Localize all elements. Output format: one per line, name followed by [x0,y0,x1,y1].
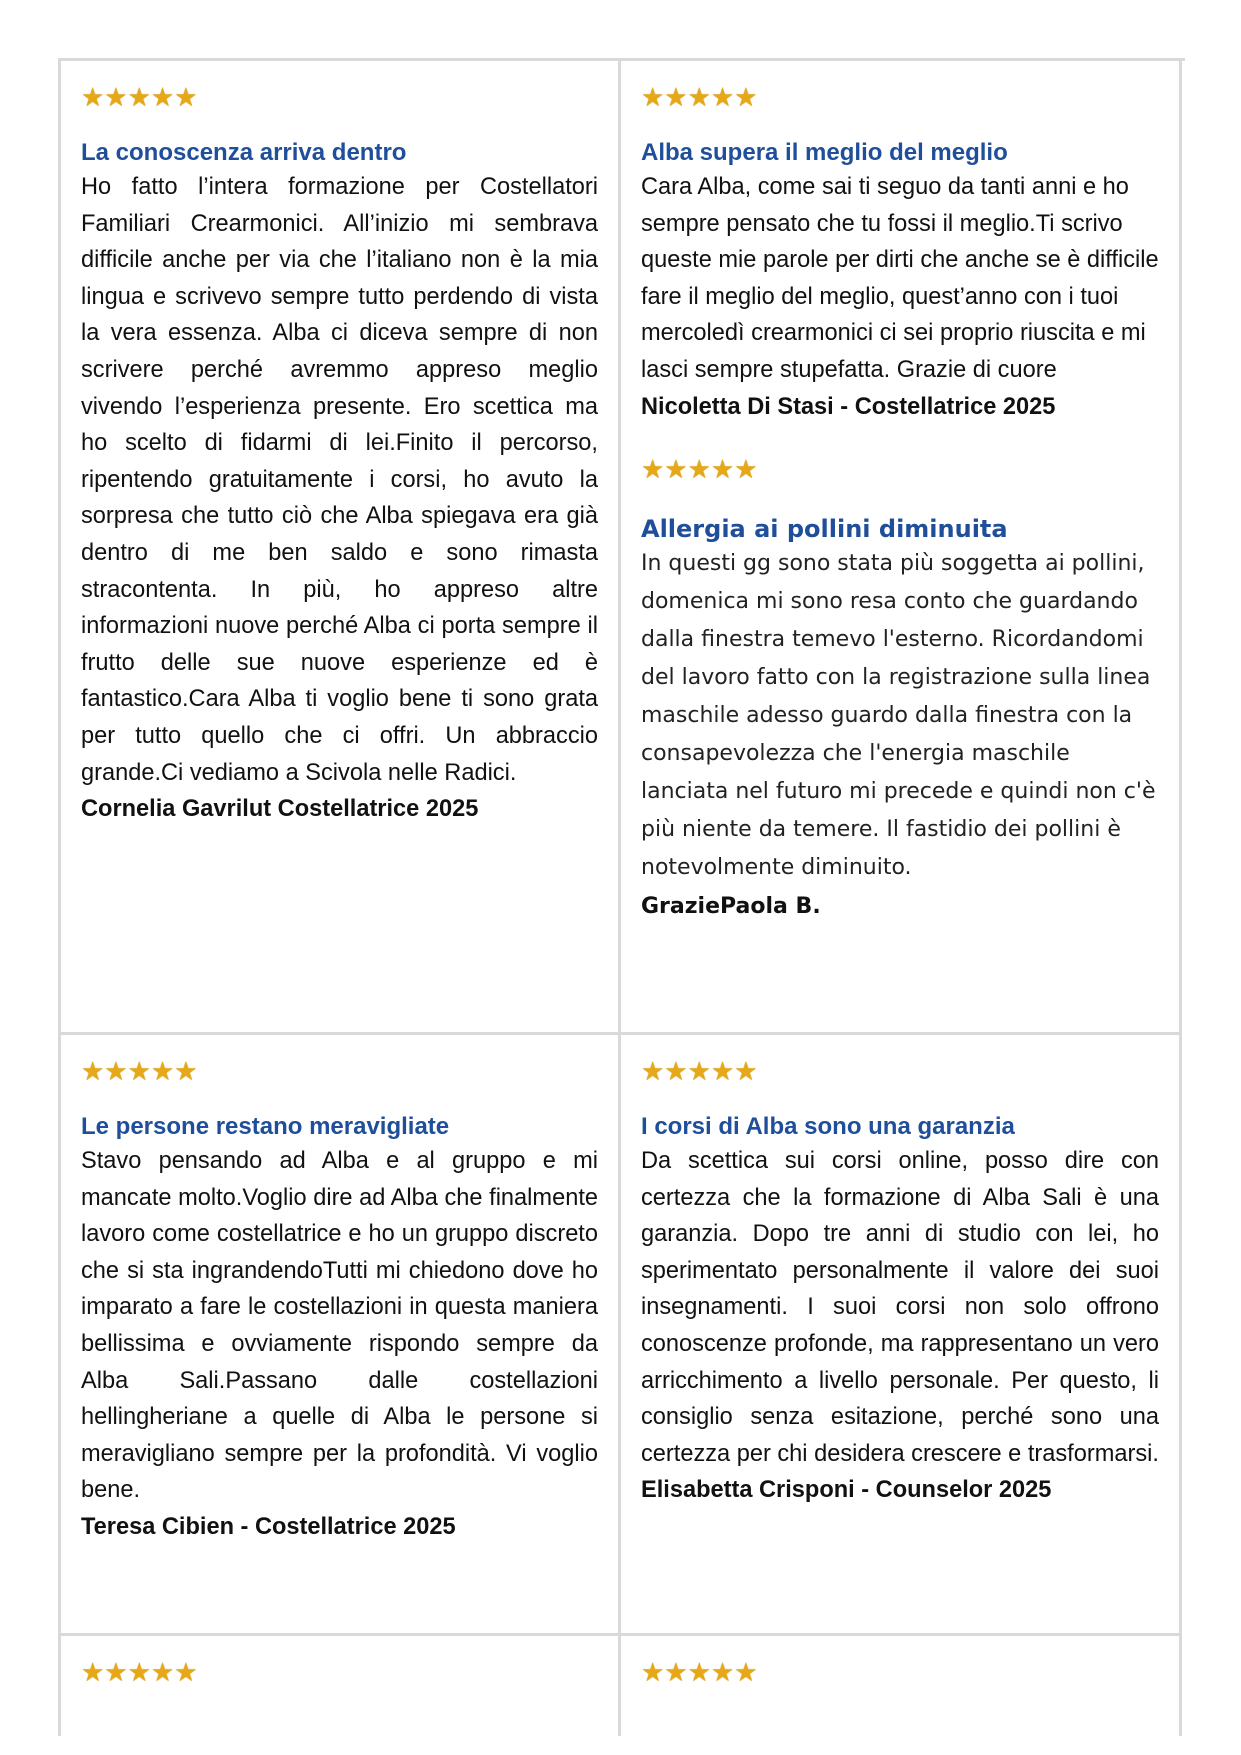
review-card [61,1035,621,1636]
star-rating: ★★★★★ [81,1057,198,1087]
review-card [621,1636,1182,1736]
review-author: GraziePaola B. [641,893,821,919]
review-text: Da scettica sui corsi online, posso dire con certezza che la formazione di Alba Sali è una garanzia. Dopo tre anni di studio con lei, ho sperimentato personalmente il valore dei suoi insegnamenti. I suoi corsi non solo offrono conoscenze profonde, ma rappresentano un vero arricchimento a livello personale. Per questo, li consiglio senza esitazione, perché sono una certezza per chi desidera crescere e trasformarsi. [641,1148,1159,1467]
star-rating: ★★★★★ [81,83,198,113]
review-title: Alba supera il meglio del meglio [641,139,1008,166]
star-rating: ★★★★★ [641,1658,758,1688]
review-title: Le persone restano meravigliate [81,1113,450,1140]
review-author: Elisabetta Crisponi - Counselor 2025 [641,1477,1052,1504]
review-card [621,1035,1182,1636]
review-title: Allergia ai pollini diminuita [641,514,1008,543]
review-title: La conoscenza arriva dentro [81,139,407,166]
testimonials-grid [58,58,1185,1736]
review-text: Ho fatto l’intera formazione per Costellatori Familiari Crearmonici. All’inizio mi sembrava difficile anche per via che l’italiano non è la mia lingua e scrivevo sempre tutto perdendo di vista la vera essenza. Alba ci diceva sempre di non scrivere perché avremmo appreso meglio vivendo l’esperienza presente. Ero scettica ma ho scelto di fidarmi di lei.Finito il percorso, ripentendo gratuitamente i corsi, ho avuto la sorpresa che tutto ciò che Alba spiegava era già dentro di me ben saldo e sono rimasta stracontenta. In più, ho appreso altre informazioni nuove perché Alba ci porta sempre il frutto delle sue nuove esperienze ed è fantastico.Cara Alba ti voglio bene ti sono grata per tutto quello che ci offri. Un abbraccio grande.Ci vediamo a Scivola nelle Radici. [81,174,598,786]
review-author: Nicoletta Di Stasi - Costellatrice 2025 [641,393,1056,420]
review-author: Cornelia Gavrilut Costellatrice 2025 [81,796,479,823]
star-rating: ★★★★★ [641,1057,758,1087]
review-text: Stavo pensando ad Alba e al gruppo e mi mancate molto.Voglio dire ad Alba che finalmente lavoro come costellatrice e ho un gruppo discreto che si sta ingrandendoTutti mi chiedono dove ho imparato a fare le costellazioni in questa maniera bellissima e ovviamente rispondo sempre da Alba Sali.Passano dalle costellazioni hellingheriane a quelle di Alba le persone si meravigliano sempre per la profondità. Vi voglio bene. [81,1148,598,1504]
review-card [61,61,621,1035]
review-text: In questi gg sono stata più soggetta ai pollini, domenica mi sono resa conto che guardando dalla finestra temevo l'esterno. Ricordandomi del lavoro fatto con la registrazione sulla linea maschile adesso guardo dalla finestra con la consapevolezza che l'energia maschile lanciata nel futuro mi precede e quindi non c'è più niente da temere. Il fastidio dei pollini è notevolmente diminuito. [641,550,1156,880]
star-rating: ★★★★★ [641,454,758,485]
star-rating: ★★★★★ [81,1658,198,1688]
review-author: Teresa Cibien - Costellatrice 2025 [81,1513,456,1540]
review-text: Cara Alba, come sai ti seguo da tanti anni e ho sempre pensato che tu fossi il meglio.Ti scrivo queste mie parole per dirti che anche se è difficile fare il meglio del meglio, quest’anno con i tuoi mercoledì crearmonici ci sei proprio riuscita e mi lasci sempre stupefatta. Grazie di cuore [641,174,1159,383]
review-card [621,61,1182,1035]
review-card [61,1636,621,1736]
review-title: I corsi di Alba sono una garanzia [641,1113,1015,1140]
star-rating: ★★★★★ [641,83,758,113]
